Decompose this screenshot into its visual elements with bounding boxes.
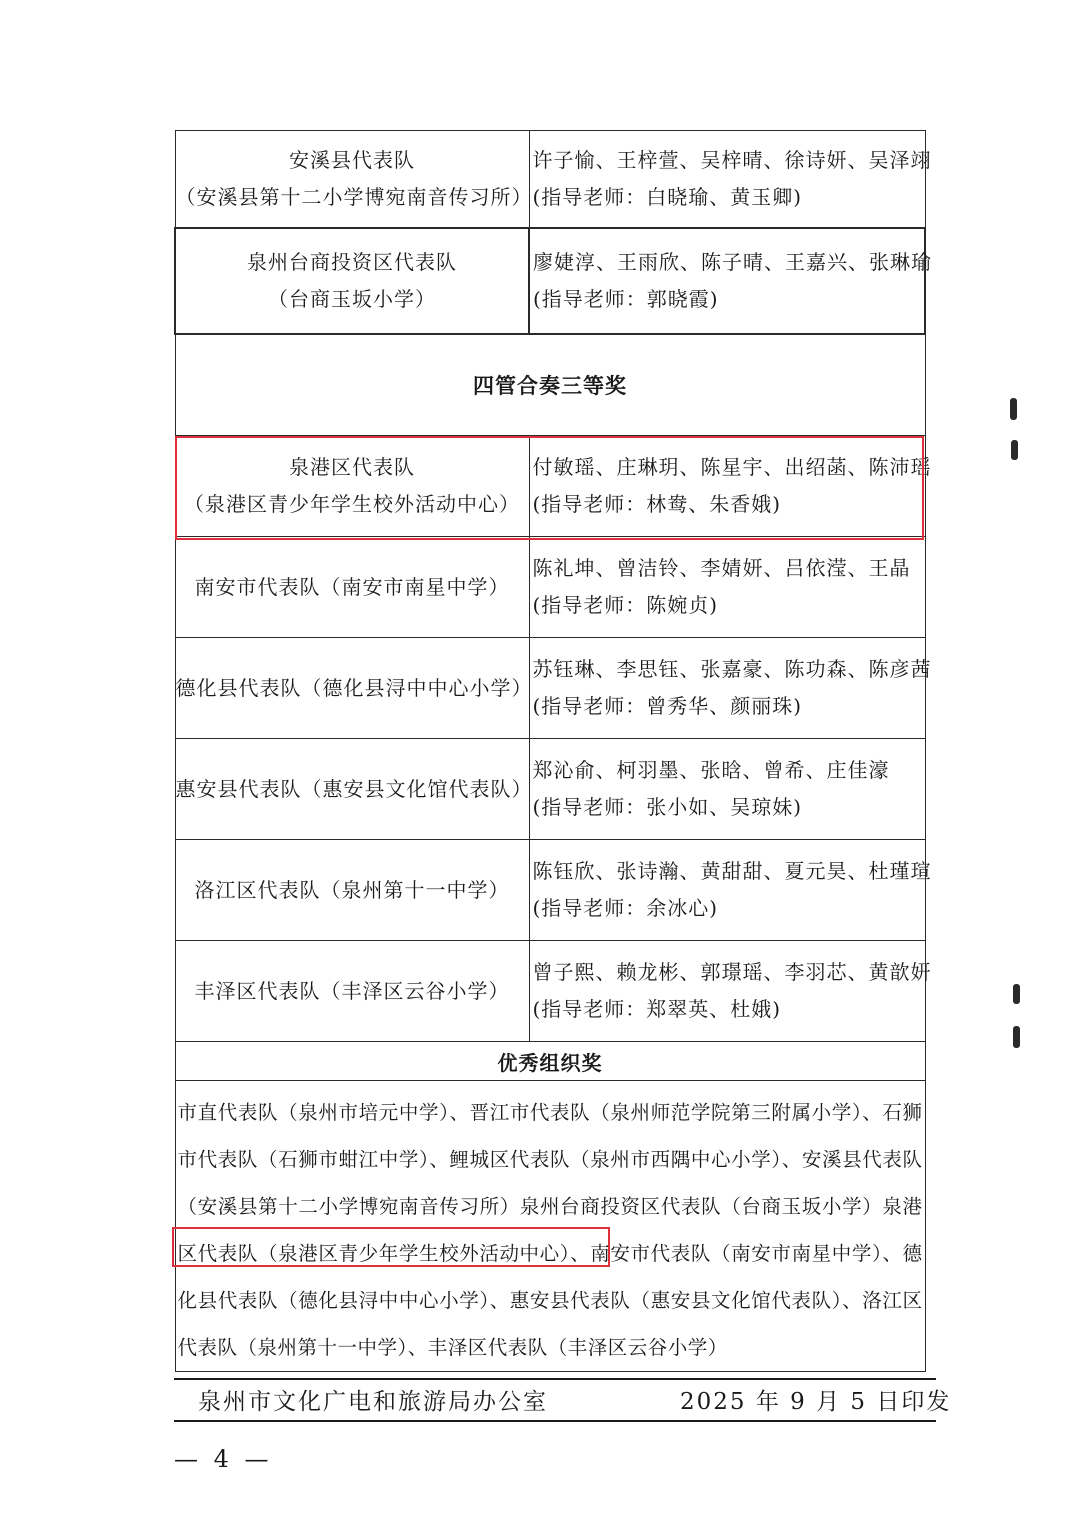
members-list: 苏钰琳、李思钰、张嘉豪、陈功森、陈彦茜 <box>532 657 932 681</box>
members-list: 陈钰欣、张诗瀚、黄甜甜、夏元昊、杜瑾瑄 <box>532 859 932 883</box>
members-list: 陈礼坤、曾洁铃、李婧妍、吕依滢、王晶 <box>532 556 911 580</box>
team-name: 洛江区代表队（泉州第十一中学） <box>194 877 510 902</box>
members-cell <box>529 228 932 334</box>
table-row <box>175 537 925 638</box>
instructors: (指导老师：白晓瑜、黄玉卿) <box>532 185 803 209</box>
table-row <box>175 739 925 840</box>
instructors: (指导老师：林鸯、朱香娥) <box>532 492 782 516</box>
instructors: (指导老师：陈婉贞) <box>532 593 719 617</box>
issuer-name: 泉州市文化广电和旅游局办公室 <box>198 1389 548 1415</box>
section-heading-row <box>175 334 925 436</box>
section-heading: 四管合奏三等奖 <box>175 334 925 436</box>
team-cell <box>175 941 529 1042</box>
table-row <box>175 131 925 229</box>
awards-table <box>174 130 932 1372</box>
members-list: 廖婕淳、王雨欣、陈子晴、王嘉兴、张琳瑜 <box>533 250 932 274</box>
org-award-title-row <box>175 1042 925 1081</box>
team-name: 德化县代表队（德化县浔中中心小学） <box>175 675 533 700</box>
org-award-cell <box>175 1081 925 1372</box>
team-cell <box>175 228 529 334</box>
members-cell <box>529 436 932 537</box>
members-cell <box>529 739 925 840</box>
members-cell <box>529 638 932 739</box>
footer-rule-bottom <box>174 1420 936 1422</box>
org-award-title: 优秀组织奖 <box>175 1042 925 1081</box>
instructors: (指导老师：郭晓霞) <box>533 287 719 311</box>
scan-mark <box>1013 1026 1020 1048</box>
members-list: 付敏瑶、庄琳玥、陈星宇、出绍菡、陈沛瑶 <box>532 455 932 479</box>
table-row <box>175 840 925 941</box>
org-award-body-row <box>175 1081 925 1372</box>
members-list: 郑沁俞、柯羽墨、张晗、曾希、庄佳濠 <box>532 758 890 782</box>
team-cell <box>175 739 533 840</box>
instructors: (指导老师：余冰心) <box>532 896 719 920</box>
table-row <box>175 941 925 1042</box>
instructors: (指导老师：郑翠英、杜娥) <box>532 997 782 1021</box>
members-cell <box>529 537 925 638</box>
team-name: 丰泽区代表队（丰泽区云谷小学） <box>194 978 510 1003</box>
members-cell <box>529 131 932 229</box>
issue-date: 2025 年 9 月 5 日印发 <box>680 1389 952 1415</box>
team-cell <box>175 840 529 941</box>
members-list: 许子愉、王梓萱、吴梓晴、徐诗妍、吴泽翊 <box>532 148 932 172</box>
team-cell <box>175 638 533 739</box>
team-name: 南安市代表队（南安市南星中学） <box>194 574 510 599</box>
scan-mark <box>1010 398 1017 420</box>
team-cell <box>175 537 529 638</box>
org-award-text: 市直代表队（泉州市培元中学）、晋江市代表队（泉州师范学院第三附属小学）、石狮市代表队（石狮市蚶江中学）、鲤城区代表队（泉州市西隅中心小学）、安溪县代表队（安溪县第十二小学博宛南音传习所）泉州台商投资区代表队（台商玉坂小学）泉港区代表队（泉港区青少年学生校外活动中心）、南安市代表队（南安市南星中学）、德化县代表队（德化县浔中中心小学）、惠安县代表队（惠安县文化馆代表队）、洛江区代表队（泉州第十一中学）、丰泽区代表队（丰泽区云谷小学） <box>177 1101 923 1359</box>
table-row <box>175 228 925 334</box>
instructors: (指导老师：张小如、吴琼妹) <box>532 795 803 819</box>
team-name: 泉港区代表队 <box>289 455 415 479</box>
members-cell <box>529 941 932 1042</box>
page-number: — 4 — <box>174 1445 273 1473</box>
scan-mark <box>1011 440 1018 460</box>
members-cell <box>529 840 932 941</box>
members-list: 曾子熙、赖龙彬、郭璟瑶、李羽芯、黄歆妍 <box>532 960 932 984</box>
team-name: 惠安县代表队（惠安县文化馆代表队） <box>175 776 533 801</box>
table-row <box>175 436 925 537</box>
team-cell <box>175 436 529 537</box>
footer-rule-top <box>174 1378 936 1380</box>
team-name: 安溪县代表队 <box>289 148 415 172</box>
team-name: 泉州台商投资区代表队 <box>247 250 457 274</box>
team-org: （安溪县第十二小学博宛南音传习所） <box>175 185 533 209</box>
instructors: (指导老师：曾秀华、颜丽珠) <box>532 694 803 718</box>
scan-mark <box>1013 984 1020 1004</box>
team-cell <box>175 131 533 229</box>
table-row <box>175 638 925 739</box>
team-org: （泉港区青少年学生校外活动中心） <box>184 492 520 516</box>
team-org: （台商玉坂小学） <box>268 287 436 311</box>
